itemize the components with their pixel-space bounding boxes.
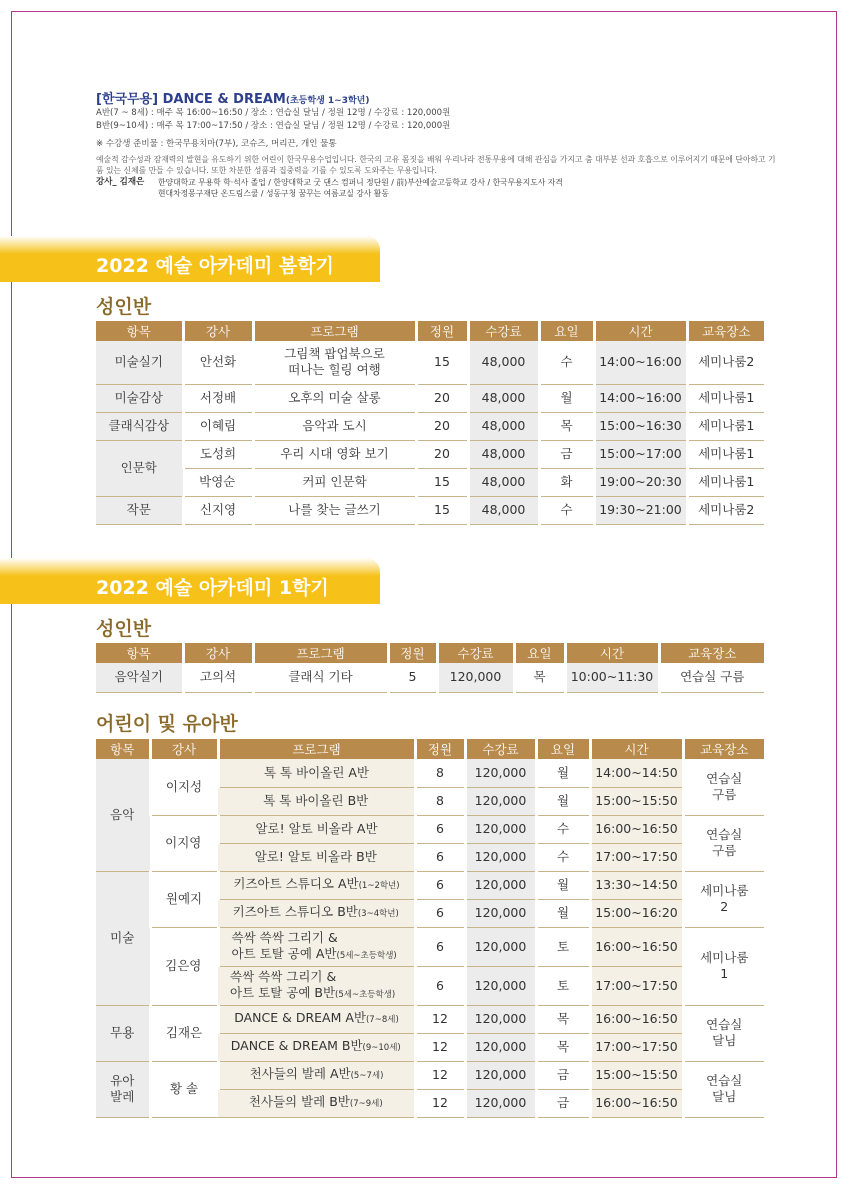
cell-teacher: 서정배 xyxy=(183,384,253,412)
cell-category: 음악실기 xyxy=(96,663,183,692)
category-line2: 발레 xyxy=(110,1089,135,1104)
col-header: 수강료 xyxy=(465,739,536,759)
cell-program xyxy=(253,341,416,384)
cell-fee: 120,000 xyxy=(437,663,514,692)
cell-time: 19:30~21:00 xyxy=(594,496,687,524)
cell-capacity: 20 xyxy=(416,412,468,440)
intro-title-text: [한국무용] DANCE & DREAM xyxy=(96,92,286,107)
col-header: 교육장소 xyxy=(687,321,764,341)
cell-capacity: 12 xyxy=(415,1033,465,1061)
section2-subhead: 성인반 xyxy=(96,618,152,640)
table-row xyxy=(96,468,764,496)
cell-program: 음악과 도시 xyxy=(253,412,416,440)
cell-day: 금 xyxy=(536,1061,590,1089)
cell-teacher: 이지영 xyxy=(150,815,218,871)
intro-title-sub: (초등학생 1~3학년) xyxy=(285,96,370,106)
table-row xyxy=(96,1005,764,1033)
cell-capacity: 6 xyxy=(415,966,465,1005)
intro-description: 예술적 감수성과 잠재력의 발현을 유도하기 위한 어린이 한국무용수업입니다. 한국의 고유 몸짓을 배워 우리나라 전통무용에 대해 관심을 가지고 춤 대부분 선과 호흡으로 이루어지기 때문에 단아하고 기품 있는 신체를 만들 수 있습니다. 또한 차분한 성품과 집중력을 기를 수 있도록 도와주는 무용입니다. xyxy=(96,155,776,175)
cell-day: 월 xyxy=(536,759,590,787)
cell-fee: 120,000 xyxy=(465,787,536,815)
cell-day: 금 xyxy=(539,440,594,468)
place-line2: 달님 xyxy=(712,1089,737,1104)
table-row xyxy=(96,412,764,440)
col-header: 프로그램 xyxy=(253,643,388,663)
cell-category: 작문 xyxy=(96,496,183,524)
place-line1: 세미나룸 xyxy=(700,883,749,898)
cell-program xyxy=(218,1089,415,1117)
spring-semester-banner xyxy=(0,236,380,282)
cell-program xyxy=(218,899,415,927)
dance-dream-intro xyxy=(96,88,776,199)
table-row xyxy=(96,815,764,843)
cell-place: 세미나룸2 xyxy=(687,341,764,384)
cell-teacher: 황 솔 xyxy=(150,1061,218,1117)
col-header: 시간 xyxy=(565,643,659,663)
cell-program xyxy=(218,1061,415,1089)
cell-fee: 48,000 xyxy=(468,496,539,524)
cell-time: 17:00~17:50 xyxy=(590,1033,683,1061)
cell-program: 오후의 미술 살롱 xyxy=(253,384,416,412)
cell-day: 토 xyxy=(536,927,590,966)
cell-category: 클래식감상 xyxy=(96,412,183,440)
category-line1: 유아 xyxy=(110,1073,135,1088)
cell-category: 무용 xyxy=(96,1005,150,1061)
cell-time: 15:00~16:30 xyxy=(594,412,687,440)
intro-line-b: B반(9~10세) : 매주 목 17:00~17:50 / 장소 : 연습실 달님 / 정원 12명 / 수강료 : 120,000원 xyxy=(96,121,451,131)
cell-program xyxy=(218,927,415,966)
table-row xyxy=(96,440,764,468)
program-text: DANCE & DREAM B반 xyxy=(230,1038,363,1053)
cell-fee: 120,000 xyxy=(465,815,536,843)
cell-day: 수 xyxy=(539,341,594,384)
cell-program xyxy=(218,1033,415,1061)
cell-fee: 48,000 xyxy=(468,440,539,468)
cell-time: 10:00~11:30 xyxy=(565,663,659,692)
program-note: (5세~초등학생) xyxy=(335,989,396,1000)
table-row xyxy=(96,1061,764,1089)
teacher-bio xyxy=(158,177,563,199)
cell-capacity: 6 xyxy=(415,843,465,871)
cell-capacity: 12 xyxy=(415,1005,465,1033)
place-line1: 연습실 xyxy=(706,1017,743,1032)
cell-fee: 120,000 xyxy=(465,966,536,1005)
cell-day: 수 xyxy=(536,843,590,871)
cell-capacity: 15 xyxy=(416,496,468,524)
cell-program xyxy=(218,871,415,899)
table-row xyxy=(96,663,764,692)
cell-program: 클래식 기타 xyxy=(253,663,388,692)
cell-day: 월 xyxy=(536,871,590,899)
cell-place xyxy=(683,815,764,871)
cell-capacity: 8 xyxy=(415,759,465,787)
cell-teacher: 김은영 xyxy=(150,927,218,1005)
banner-title: 2022 예술 아카데미 1학기 xyxy=(96,577,329,599)
col-header: 정원 xyxy=(416,321,468,341)
program-note: (3~4학년) xyxy=(357,909,399,919)
cell-fee: 120,000 xyxy=(465,899,536,927)
program-note: (5세~초등학생) xyxy=(336,950,397,961)
intro-note: ※ 수강생 준비물 : 한국무용치마(7부), 코슈즈, 머리끈, 개인 물통 xyxy=(96,139,337,149)
cell-fee: 48,000 xyxy=(468,468,539,496)
cell-time: 16:00~16:50 xyxy=(590,815,683,843)
col-header: 교육장소 xyxy=(659,643,764,663)
col-header: 정원 xyxy=(388,643,437,663)
col-header: 요일 xyxy=(514,643,565,663)
table-row xyxy=(96,384,764,412)
program-note: (7~8세) xyxy=(365,1015,399,1025)
cell-place: 연습실 구름 xyxy=(659,663,764,692)
col-header: 정원 xyxy=(415,739,465,759)
teacher-bio-line2: 현대차정몽구재단 온드림스쿨 / 성동구청 꿈꾸는 여름교실 강사 활동 xyxy=(158,189,389,198)
table-row xyxy=(96,871,764,899)
program-line2: 떠나는 힐링 여행 xyxy=(288,362,381,378)
col-header: 수강료 xyxy=(437,643,514,663)
cell-place: 세미나룸1 xyxy=(687,468,764,496)
cell-category: 인문학 xyxy=(96,440,183,496)
cell-day: 수 xyxy=(539,496,594,524)
program-note: (7~9세) xyxy=(349,1099,383,1109)
col-header: 프로그램 xyxy=(253,321,416,341)
cell-day: 금 xyxy=(536,1089,590,1117)
cell-day: 목 xyxy=(539,412,594,440)
cell-time: 15:00~16:20 xyxy=(590,899,683,927)
col-header: 항목 xyxy=(96,643,183,663)
program-note: (1~2학년) xyxy=(358,881,400,891)
program-text: 키즈아트 스튜디오 B반 xyxy=(232,904,358,919)
program-line2: 아트 토탈 공예 A반 xyxy=(231,945,337,961)
cell-fee: 48,000 xyxy=(468,341,539,384)
teacher-label: 강사_ 김재은 xyxy=(96,177,145,187)
col-header: 프로그램 xyxy=(218,739,415,759)
place-line1: 세미나룸 xyxy=(700,950,749,965)
cell-capacity: 15 xyxy=(416,341,468,384)
program-text: 키즈아트 스튜디오 A반 xyxy=(233,876,359,891)
cell-place xyxy=(683,1061,764,1117)
cell-place xyxy=(683,759,764,815)
cell-fee: 120,000 xyxy=(465,1061,536,1089)
semester1-banner xyxy=(0,558,380,604)
cell-teacher: 이혜림 xyxy=(183,412,253,440)
cell-capacity: 8 xyxy=(415,787,465,815)
section3-subhead: 어린이 및 유아반 xyxy=(96,713,238,735)
cell-fee: 120,000 xyxy=(465,759,536,787)
program-note: (9~10세) xyxy=(362,1043,401,1053)
cell-teacher: 김재은 xyxy=(150,1005,218,1061)
cell-program: 톡 톡 바이올린 A반 xyxy=(218,759,415,787)
col-header: 항목 xyxy=(96,739,150,759)
intro-line-a: A반(7 ~ 8세) : 매주 목 16:00~16:50 / 장소 : 연습실 달님 / 정원 12명 / 수강료 : 120,000원 xyxy=(96,108,451,118)
program-line1: 그림책 팝업북으로 xyxy=(284,346,385,362)
cell-program: 톡 톡 바이올린 B반 xyxy=(218,787,415,815)
place-line1: 연습실 xyxy=(706,827,743,842)
table-row xyxy=(96,759,764,787)
banner-title: 2022 예술 아카데미 봄학기 xyxy=(96,255,334,277)
col-header: 강사 xyxy=(183,643,253,663)
cell-day: 목 xyxy=(536,1033,590,1061)
cell-place: 세미나룸1 xyxy=(687,440,764,468)
cell-time: 19:00~20:30 xyxy=(594,468,687,496)
cell-fee: 120,000 xyxy=(465,1033,536,1061)
cell-day: 목 xyxy=(536,1005,590,1033)
cell-time: 14:00~14:50 xyxy=(590,759,683,787)
cell-place xyxy=(683,1005,764,1061)
cell-time: 13:30~14:50 xyxy=(590,871,683,899)
cell-capacity: 6 xyxy=(415,871,465,899)
place-line2: 1 xyxy=(720,966,729,981)
cell-fee: 120,000 xyxy=(465,843,536,871)
col-header: 교육장소 xyxy=(683,739,764,759)
teacher-bio-line1: 한양대학교 무용학 학·석사 졸업 / 한양대학교 굿 댄스 컴퍼니 정단원 / 前)부산예술고등학교 강사 / 한국무용지도사 자격 xyxy=(158,178,563,187)
cell-capacity: 20 xyxy=(416,384,468,412)
col-header: 시간 xyxy=(594,321,687,341)
cell-time: 14:00~16:00 xyxy=(594,384,687,412)
cell-teacher: 도성희 xyxy=(183,440,253,468)
cell-category: 미술실기 xyxy=(96,341,183,384)
cell-fee: 120,000 xyxy=(465,1089,536,1117)
place-line2: 달님 xyxy=(712,1033,737,1048)
place-line1: 연습실 xyxy=(706,770,743,786)
cell-fee: 48,000 xyxy=(468,412,539,440)
program-line2: 아트 토탈 공예 B반 xyxy=(230,984,336,1000)
cell-time: 17:00~17:50 xyxy=(590,843,683,871)
table-header-row xyxy=(96,739,764,759)
cell-program xyxy=(218,966,415,1005)
cell-fee: 48,000 xyxy=(468,384,539,412)
place-line1: 연습실 xyxy=(706,1073,743,1088)
table-row xyxy=(96,341,764,384)
cell-day: 월 xyxy=(539,384,594,412)
cell-capacity: 6 xyxy=(415,815,465,843)
cell-program xyxy=(218,1005,415,1033)
spring-adult-table xyxy=(96,321,764,525)
table-header-row xyxy=(96,643,764,663)
cell-time: 15:00~15:50 xyxy=(590,1061,683,1089)
cell-day: 월 xyxy=(536,787,590,815)
col-header: 요일 xyxy=(536,739,590,759)
section1-subhead: 성인반 xyxy=(96,296,152,318)
program-text: DANCE & DREAM A반 xyxy=(234,1010,366,1025)
cell-capacity: 5 xyxy=(388,663,437,692)
place-line2: 구름 xyxy=(712,843,737,858)
cell-capacity: 20 xyxy=(416,440,468,468)
cell-teacher: 신지영 xyxy=(183,496,253,524)
cell-place: 세미나룸1 xyxy=(687,412,764,440)
program-line1: 쓱싹 쓱싹 그리기 & xyxy=(230,968,337,984)
cell-fee: 120,000 xyxy=(465,871,536,899)
place-line2: 2 xyxy=(720,899,729,914)
cell-day: 화 xyxy=(539,468,594,496)
col-header: 시간 xyxy=(590,739,683,759)
children-table xyxy=(96,739,764,1118)
cell-program: 커피 인문학 xyxy=(253,468,416,496)
cell-fee: 120,000 xyxy=(465,927,536,966)
col-header: 수강료 xyxy=(468,321,539,341)
cell-category: 미술감상 xyxy=(96,384,183,412)
table-row xyxy=(96,496,764,524)
cell-capacity: 6 xyxy=(415,899,465,927)
cell-time: 16:00~16:50 xyxy=(590,927,683,966)
cell-capacity: 15 xyxy=(416,468,468,496)
cell-time: 16:00~16:50 xyxy=(590,1005,683,1033)
cell-teacher: 고의석 xyxy=(183,663,253,692)
cell-day: 수 xyxy=(536,815,590,843)
cell-day: 목 xyxy=(514,663,565,692)
col-header: 강사 xyxy=(183,321,253,341)
table-row xyxy=(96,927,764,966)
program-text: 천사들의 발레 A반 xyxy=(249,1066,351,1081)
program-line1: 쓱싹 쓱싹 그리기 & xyxy=(231,929,338,945)
cell-day: 월 xyxy=(536,899,590,927)
col-header: 요일 xyxy=(539,321,594,341)
cell-capacity: 12 xyxy=(415,1061,465,1089)
cell-category: 음악 xyxy=(96,759,150,871)
intro-title xyxy=(96,88,776,107)
cell-place: 세미나룸2 xyxy=(687,496,764,524)
cell-program: 알로! 알토 비올라 A반 xyxy=(218,815,415,843)
cell-place: 세미나룸1 xyxy=(687,384,764,412)
cell-category xyxy=(96,1061,150,1117)
cell-day: 토 xyxy=(536,966,590,1005)
program-note: (5~7세) xyxy=(350,1071,384,1081)
place-line2: 구름 xyxy=(712,786,737,802)
cell-program: 우리 시대 영화 보기 xyxy=(253,440,416,468)
cell-teacher: 이지성 xyxy=(150,759,218,815)
col-header: 항목 xyxy=(96,321,183,341)
cell-teacher: 원예지 xyxy=(150,871,218,927)
cell-fee: 120,000 xyxy=(465,1005,536,1033)
cell-time: 14:00~16:00 xyxy=(594,341,687,384)
intro-teacher xyxy=(96,177,776,199)
table-header-row xyxy=(96,321,764,341)
cell-category: 미술 xyxy=(96,871,150,1005)
cell-teacher: 안선화 xyxy=(183,341,253,384)
cell-time: 15:00~15:50 xyxy=(590,787,683,815)
program-text: 천사들의 발레 B반 xyxy=(248,1094,350,1109)
cell-place xyxy=(683,871,764,927)
cell-capacity: 12 xyxy=(415,1089,465,1117)
cell-capacity: 6 xyxy=(415,927,465,966)
cell-place xyxy=(683,927,764,1005)
cell-teacher: 박영순 xyxy=(183,468,253,496)
cell-time: 16:00~16:50 xyxy=(590,1089,683,1117)
semester1-adult-table xyxy=(96,643,764,693)
cell-time: 17:00~17:50 xyxy=(590,966,683,1005)
cell-time: 15:00~17:00 xyxy=(594,440,687,468)
cell-program: 나를 찾는 글쓰기 xyxy=(253,496,416,524)
cell-program: 알로! 알토 비올라 B반 xyxy=(218,843,415,871)
col-header: 강사 xyxy=(150,739,218,759)
